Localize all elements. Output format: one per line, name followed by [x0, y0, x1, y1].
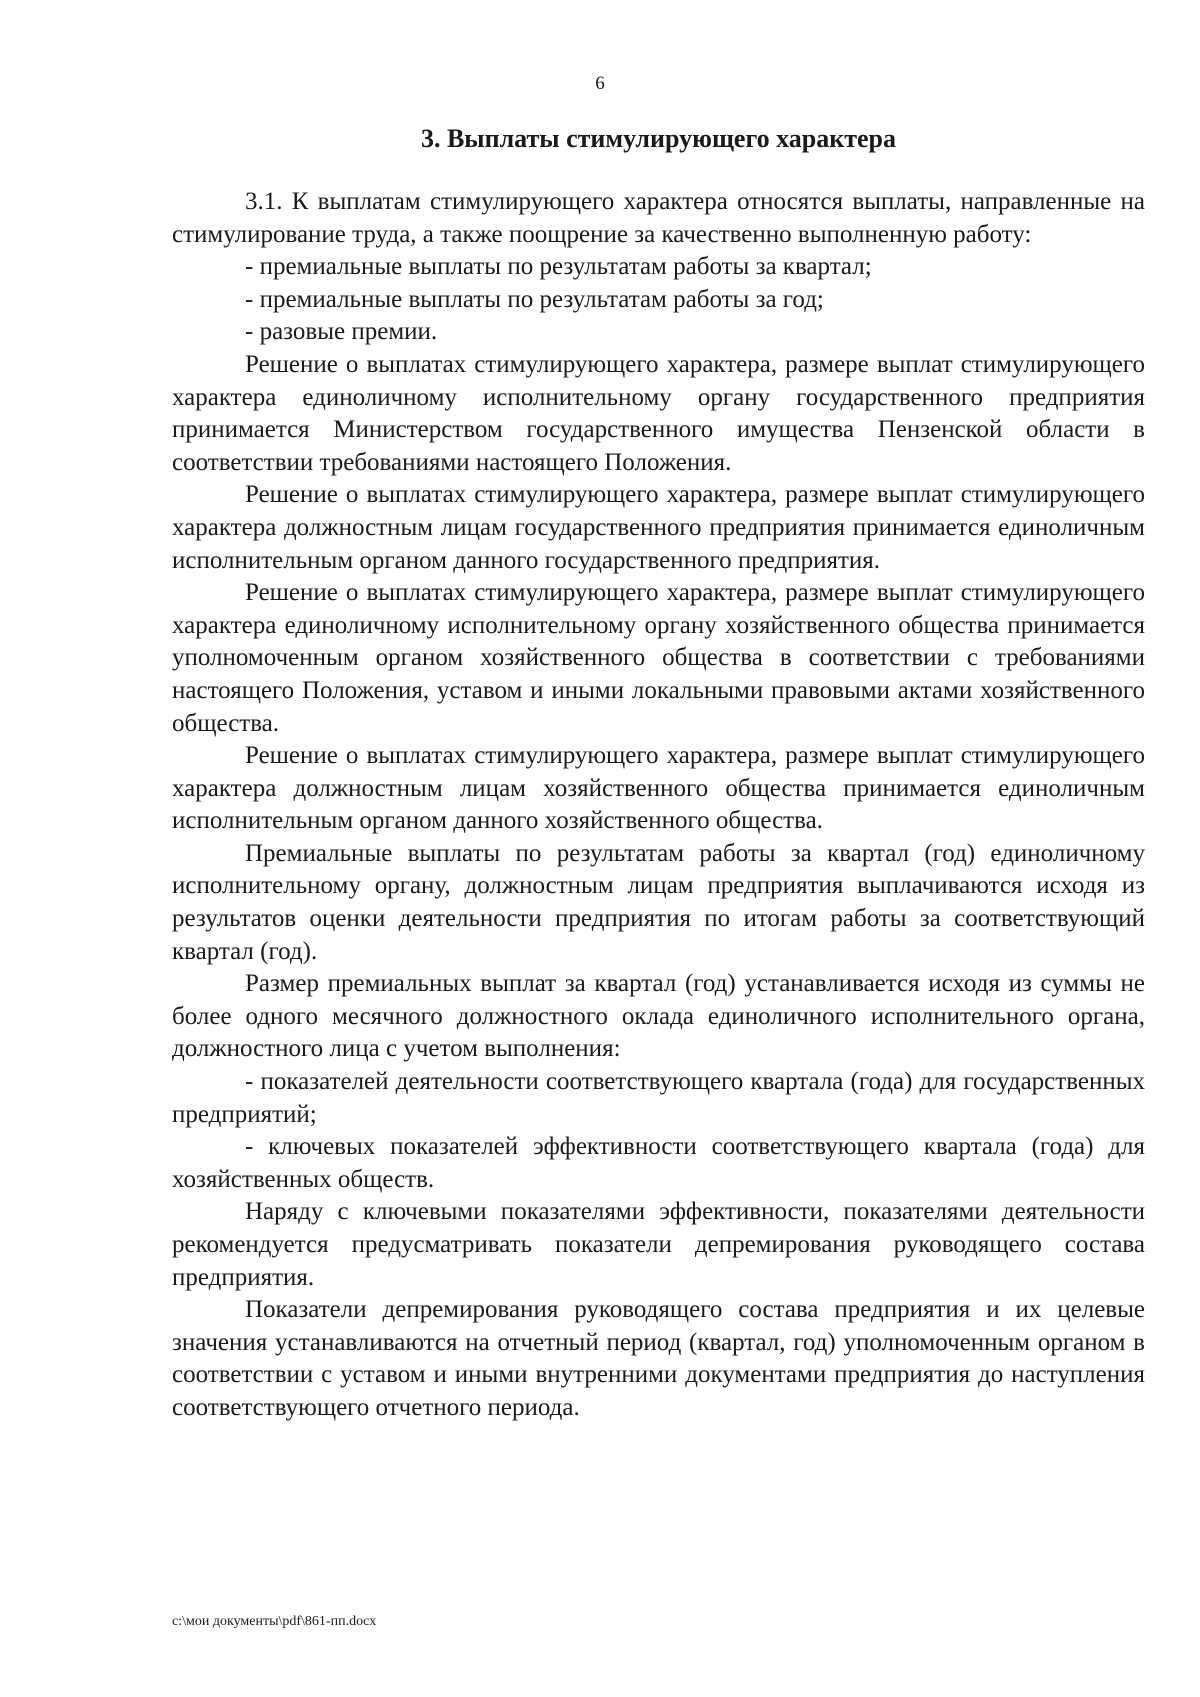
paragraph-company-head: Решение о выплатах стимулирующего характера, размере выплат стимулирующего характера единоличному исполнительному органу хозяйственного общества принимается уполномоченным органом хозяйственного общества в соответствии с требованиями настоящего Положения, уставом и иными локальными правовыми актами хозяйственного общества. [172, 579, 1145, 737]
paragraph-company-officials: Решение о выплатах стимулирующего характера, размере выплат стимулирующего характера должностным лицам хозяйственного общества принимается единоличным исполнительным органом данного хозяйственного общества. [172, 742, 1145, 835]
list-item-quarterly-bonus: - премиальные выплаты по результатам работы за квартал; [245, 253, 872, 281]
section-title: 3. Выплаты стимулирующего характера [420, 124, 897, 153]
file-path-footer: c:\мои документы\pdf\861-пп.docx [172, 1614, 377, 1629]
page-number: 6 [595, 73, 605, 94]
paragraph-3-1: 3.1. К выплатам стимулирующего характера относятся выплаты, направленные на стимулирование труда, а также поощрение за качественно выполненную работу: [172, 188, 1145, 248]
paragraph-bonus-size: Размер премиальных выплат за квартал (год) устанавливается исходя из суммы не более одного месячного должностного оклада единоличного исполнительного органа, должностного лица с учетом выполнения: [172, 970, 1145, 1063]
list-item-one-time-bonus: - разовые премии. [245, 318, 438, 346]
paragraph-state-enterprise-officials: Решение о выплатах стимулирующего характера, размере выплат стимулирующего характера должностным лицам государственного предприятия принимается единоличным исполнительным органом данного государственного предприятия. [172, 481, 1145, 574]
list-item-annual-bonus: - премиальные выплаты по результатам работы за год; [245, 285, 824, 313]
list-item-performance-indicators: - показателей деятельности соответствующего квартала (года) для государственных предприятий; [172, 1068, 1145, 1128]
paragraph-bonus-payments: Премиальные выплаты по результатам работы за квартал (год) единоличному исполнительному органу, должностным лицам предприятия выплачиваются исходя из результатов оценки деятельности предприятия по итогам работы за соответствующий квартал (год). [172, 839, 1145, 965]
document-body [172, 186, 1145, 1425]
paragraph-deduction-indicators: Наряду с ключевыми показателями эффективности, показателями деятельности рекомендуется предусматривать показатели депремирования руководящего состава предприятия. [172, 1198, 1145, 1291]
list-item-key-indicators: - ключевых показателей эффективности соответствующего квартала (года) для хозяйственных обществ. [172, 1133, 1145, 1193]
paragraph-state-enterprise-head: Решение о выплатах стимулирующего характера, размере выплат стимулирующего характера единоличному исполнительному органу государственного предприятия принимается Министерством государственного имущества Пензенской области в соответствии требованиями настоящего Положения. [172, 350, 1145, 476]
paragraph-deduction-targets: Показатели депремирования руководящего состава предприятия и их целевые значения устанавливаются на отчетный период (квартал, год) уполномоченным органом в соответствии с уставом и иными внутренними документами предприятия до наступления соответствующего отчетного периода. [172, 1296, 1145, 1421]
